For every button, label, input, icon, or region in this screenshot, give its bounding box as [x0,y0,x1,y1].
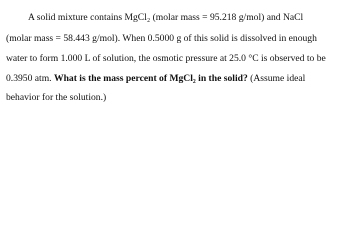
problem-line-4 [6,72,305,86]
question-text: What is the mass percent of MgCl₂ in the solid? [53,73,248,84]
problem-line-5: behavior for the solution.) [6,92,107,103]
assumption-start: (Assume ideal [247,73,306,84]
problem-line-2: (molar mass = 58.443 g/mol). When 0.5000 g of this solid is dissolved in enough [6,33,317,44]
problem-line-1: A solid mixture contains MgCl₂ (molar mass = 95.218 g/mol) and NaCl [28,12,304,23]
problem-line-3: water to form 1.000 L of solution, the osmotic pressure at 25.0 °C is observed to be [6,53,326,64]
osmotic-pressure-value: 0.3950 atm. [6,73,54,84]
